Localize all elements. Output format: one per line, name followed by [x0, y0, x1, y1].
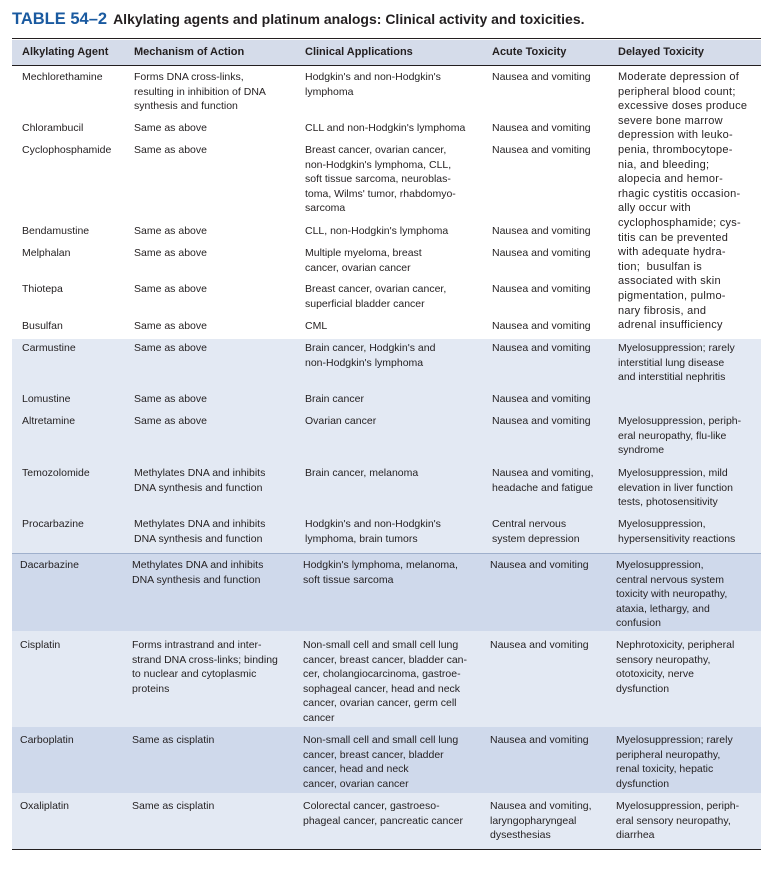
mechanism-cell: Methylates DNA and inhibits DNA synthesis and function: [134, 518, 266, 545]
clinical-cell: Hodgkin's and non-Hodgkin's lymphoma, brain tumors: [305, 518, 441, 545]
mechanism-cell: Forms DNA cross-links, resulting in inhibition of DNA synthesis and function: [134, 71, 266, 113]
header-delayed: Delayed Toxicity: [618, 46, 704, 58]
clinical-cell: Colorectal cancer, gastroeso- phageal cancer, pancreatic cancer: [303, 800, 463, 827]
agent-cell: Procarbazine: [22, 518, 84, 530]
header-clinical: Clinical Applications: [305, 46, 413, 58]
table-header: [12, 40, 761, 66]
agent-cell: Cyclophosphamide: [22, 144, 112, 156]
header-agent: Alkylating Agent: [22, 46, 109, 58]
mechanism-cell: Same as above: [134, 393, 207, 405]
shared-delayed-toxicity: Moderate depression of peripheral blood count; excessive doses produce severe bone marrow depression with leuko- penia, thrombocytope- nia, and bleeding; alopecia and hemor- rhagic cystitis occasion- ally occur with cyclophosphamide; cys- titis can be prevented with adequate hydra- tion; busulfan is associated with skin pigmentation, pulmo- nary fibrosis, and adrenal insufficiency: [618, 71, 748, 332]
mechanism-cell: Methylates DNA and inhibits DNA synthesis and function: [134, 467, 266, 494]
clinical-cell: Brain cancer, melanoma: [305, 467, 419, 479]
mechanism-cell: Methylates DNA and inhibits DNA synthesis and function: [132, 559, 264, 586]
acute-toxicity-cell: Nausea and vomiting: [492, 283, 591, 295]
mechanism-cell: Same as above: [134, 144, 207, 156]
agent-cell: Lomustine: [22, 393, 71, 405]
agent-cell: Carboplatin: [20, 734, 74, 746]
agent-cell: Dacarbazine: [20, 559, 79, 571]
delayed-toxicity-cell: Nephrotoxicity, peripheral sensory neuropathy, ototoxicity, nerve dysfunction: [616, 639, 735, 695]
acute-toxicity-cell: Nausea and vomiting: [492, 225, 591, 237]
clinical-cell: Breast cancer, ovarian cancer, non-Hodgkin's lymphoma, CLL, soft tissue sarcoma, neuroblas- toma, Wilms' tumor, rhabdomyo- sarcoma: [305, 144, 456, 215]
clinical-cell: Ovarian cancer: [305, 415, 377, 427]
agent-cell: Oxaliplatin: [20, 800, 70, 812]
acute-toxicity-cell: Nausea and vomiting: [492, 415, 591, 427]
agent-cell: Altretamine: [22, 415, 76, 427]
table-title: [12, 10, 585, 29]
acute-toxicity-cell: Nausea and vomiting: [492, 342, 591, 354]
delayed-toxicity-cell: Myelosuppression, hypersensitivity reactions: [618, 518, 736, 545]
mechanism-cell: Same as above: [134, 122, 207, 134]
acute-toxicity-cell: Nausea and vomiting: [490, 734, 589, 746]
mechanism-cell: Same as above: [134, 415, 207, 427]
top-rule: [12, 38, 761, 39]
agent-cell: Thiotepa: [22, 283, 63, 295]
acute-toxicity-cell: Nausea and vomiting: [492, 320, 591, 332]
mechanism-cell: Same as cisplatin: [132, 800, 215, 812]
acute-toxicity-cell: Nausea and vomiting, headache and fatigue: [492, 467, 594, 494]
acute-toxicity-cell: Nausea and vomiting: [492, 71, 591, 83]
agent-cell: Bendamustine: [22, 225, 90, 237]
acute-toxicity-cell: Nausea and vomiting: [492, 122, 591, 134]
mechanism-cell: Forms intrastrand and inter- strand DNA cross-links; binding to nuclear and cytoplasmic proteins: [132, 639, 278, 695]
clinical-cell: CLL, non-Hodgkin's lymphoma: [305, 225, 449, 237]
table-number: TABLE 54–2: [12, 10, 108, 28]
agent-cell: Temozolomide: [22, 467, 90, 479]
agent-cell: Cisplatin: [20, 639, 61, 651]
clinical-cell: Breast cancer, ovarian cancer, superficial bladder cancer: [305, 283, 447, 310]
acute-toxicity-cell: Nausea and vomiting: [490, 639, 589, 651]
mechanism-cell: Same as above: [134, 225, 207, 237]
bottom-rule: [12, 849, 761, 850]
acute-toxicity-cell: Nausea and vomiting: [492, 393, 591, 405]
acute-toxicity-cell: Central nervous system depression: [492, 518, 580, 545]
table-caption: Alkylating agents and platinum analogs: Clinical activity and toxicities.: [113, 11, 585, 27]
acute-toxicity-cell: Nausea and vomiting, laryngopharyngeal dysesthesias: [490, 800, 592, 842]
mechanism-cell: Same as cisplatin: [132, 734, 215, 746]
clinical-cell: Non-small cell and small cell lung cancer, breast cancer, bladder can- cer, cholangiocarcinoma, gastroe- sophageal cancer, head and neck cancer, ovarian cancer, germ cell cancer: [303, 639, 468, 724]
mechanism-cell: Same as above: [134, 247, 207, 259]
agent-cell: Chlorambucil: [22, 122, 84, 134]
header-acute: Acute Toxicity: [492, 46, 567, 58]
header-mechanism: Mechanism of Action: [134, 46, 245, 58]
acute-toxicity-cell: Nausea and vomiting: [492, 247, 591, 259]
clinical-cell: Hodgkin's and non-Hodgkin's lymphoma: [305, 71, 441, 98]
agent-cell: Mechlorethamine: [22, 71, 103, 83]
delayed-toxicity-cell: Myelosuppression, periph- eral neuropathy, flu-like syndrome: [618, 415, 742, 457]
mechanism-cell: Same as above: [134, 342, 207, 354]
clinical-cell: CML: [305, 320, 328, 332]
delayed-toxicity-cell: Myelosuppression; rarely interstitial lung disease and interstitial nephritis: [618, 342, 735, 384]
clinical-cell: Non-small cell and small cell lung cancer, breast cancer, bladder cancer, head and neck cancer, ovarian cancer: [303, 734, 459, 790]
delayed-toxicity-cell: Myelosuppression, periph- eral sensory neuropathy, diarrhea: [616, 800, 740, 842]
agent-cell: Melphalan: [22, 247, 71, 259]
mechanism-cell: Same as above: [134, 320, 207, 332]
delayed-toxicity-cell: Myelosuppression, central nervous system toxicity with neuropathy, ataxia, lethargy, and confusion: [616, 559, 728, 630]
acute-toxicity-cell: Nausea and vomiting: [492, 144, 591, 156]
clinical-cell: CLL and non-Hodgkin's lymphoma: [305, 122, 466, 134]
acute-toxicity-cell: Nausea and vomiting: [490, 559, 589, 571]
agent-cell: Carmustine: [22, 342, 76, 354]
clinical-cell: Brain cancer, Hodgkin's and non-Hodgkin's lymphoma: [305, 342, 436, 369]
clinical-cell: Hodgkin's lymphoma, melanoma, soft tissue sarcoma: [303, 559, 458, 586]
delayed-toxicity-cell: Myelosuppression, mild elevation in liver function tests, photosensitivity: [618, 467, 733, 509]
clinical-cell: Multiple myeloma, breast cancer, ovarian cancer: [305, 247, 422, 274]
clinical-cell: Brain cancer: [305, 393, 364, 405]
delayed-toxicity-cell: Myelosuppression; rarely peripheral neuropathy, renal toxicity, hepatic dysfunction: [616, 734, 733, 790]
agent-cell: Busulfan: [22, 320, 63, 332]
mechanism-cell: Same as above: [134, 283, 207, 295]
